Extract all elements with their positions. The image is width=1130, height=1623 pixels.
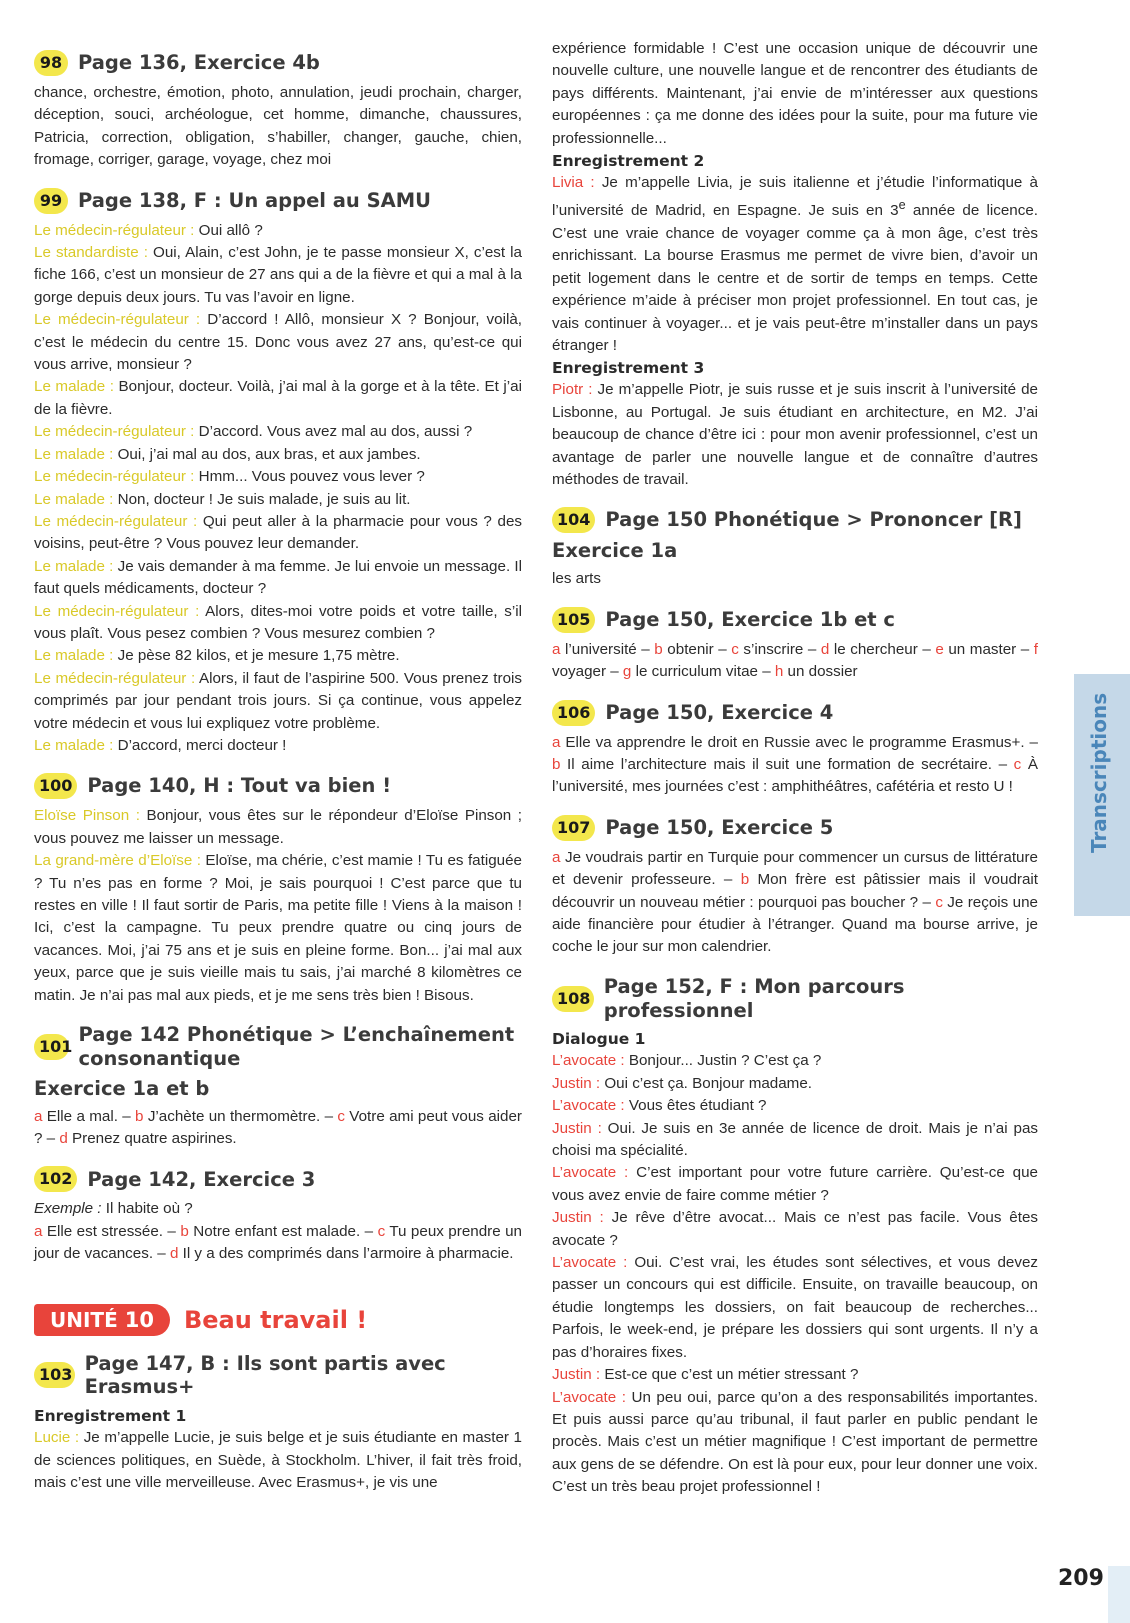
track-number-badge: 101 xyxy=(34,1034,69,1060)
unit-header xyxy=(34,1304,522,1336)
dialogue-line xyxy=(34,242,522,309)
line-text: Un peu oui, parce qu’on a des responsabilités importantes. Et puis aussi parce qu’au tribunal, il faut parler en public pendant le procès. Mais c’est un métier magnifique ! C’est important de permettre aux gens de se défendre. On est là pour eux, pour leur donner une voix. C’est un très beau projet professionnel ! xyxy=(552,1388,1038,1496)
item-letter: d xyxy=(820,640,830,658)
section-103-header xyxy=(34,1352,522,1400)
speaker-name: Eloïse Pinson : xyxy=(34,807,140,825)
item-letter: b xyxy=(180,1222,189,1240)
word-list: chance, orchestre, émotion, photo, annulation, jeudi prochain, charger, déception, souci, archéologue, cet homme, dimanche, chaussures, Patricia, correction, obligation, s’habiller, changer, gauche, chien, fromage, corriger, garage, voyage, chez moi xyxy=(34,84,522,169)
item-letter: c xyxy=(1013,756,1022,773)
unit-number: 10 xyxy=(124,1307,154,1332)
dialogue-label: Dialogue 1 xyxy=(552,1030,646,1049)
section-title: Page 150, Exercice 4 xyxy=(605,700,834,724)
dialogue-career xyxy=(552,1050,1038,1498)
section-99-header xyxy=(34,188,522,214)
section-title: Page 136, Exercice 4b xyxy=(78,51,320,75)
item-letter: b xyxy=(135,1107,144,1125)
section-107-header xyxy=(552,815,1038,841)
item-text: le chercheur – xyxy=(829,640,936,658)
item-letter: b xyxy=(654,640,663,658)
right-column xyxy=(552,38,1038,1499)
track-number-badge: 106 xyxy=(552,700,595,726)
speaker-name: La grand-mère d’Eloïse : xyxy=(34,852,201,870)
section-title: Page 140, H : Tout va bien ! xyxy=(87,774,392,798)
dialogue-line xyxy=(552,1095,1038,1117)
line-text: année de licence. C’est une vraie chance de voyager comme ça à mon âge, c’est très enrichissant. La bourse Erasmus me permet de vivre bien, d’avoir un petit logement dans le centre et de sortir de temps en temps. Cette expérience m’aide à préciser mon projet professionnel. En tout cas, je vais continuer à voyager... et je vais peut-être m’installer dans un pays étranger ! xyxy=(552,202,1038,354)
line-text: Je m’appelle Lucie, je suis belge et je suis étudiante en master 1 de sciences politiques, en Suède, à Stockholm. L’hiver, il fait très froid, mais c’est une ville merveilleuse. Avec Erasmus+, je vis une xyxy=(34,1429,523,1491)
dialogue-voicemail xyxy=(34,805,522,1007)
speaker-name: Le médecin-régulateur : xyxy=(34,669,196,687)
item-letter: e xyxy=(935,640,944,658)
line-text: Qui peut aller à la pharmacie pour vous ? des voisins, peut-être ? Vous pouvez leur demander. xyxy=(34,512,522,553)
line-text: C’est important pour votre future carrière. Qu’est-ce que vous avez envie de faire comme métier ? xyxy=(552,1164,1038,1204)
dialogue-line xyxy=(34,489,522,511)
line-text: Je vais demander à ma femme. Je lui envoie un message. Il faut quels médicaments, docteur ? xyxy=(34,557,522,598)
section-title: Page 147, B : Ils sont partis avec Erasmus+ xyxy=(84,1351,446,1399)
dialogue-line xyxy=(34,645,522,667)
speaker-name: L’avocate : xyxy=(552,1164,629,1182)
section-105-header xyxy=(552,607,1038,633)
track-number-badge: 98 xyxy=(34,50,68,76)
speaker-name: Le standardiste : xyxy=(34,244,148,262)
line-text: Est-ce que c’est un métier stressant ? xyxy=(600,1366,859,1384)
item-text: À l’université, mes journées c’est : amphithéâtres, cafétéria et resto U ! xyxy=(552,756,1038,796)
item-letter: b xyxy=(740,871,750,889)
speaker-name: L’avocate : xyxy=(552,1052,625,1070)
exercise-items xyxy=(552,639,1038,684)
item-text: un master – xyxy=(943,640,1034,658)
exercise-items xyxy=(552,732,1038,799)
speaker-name: Livia : xyxy=(552,174,595,192)
speaker-name: Le médecin-régulateur : xyxy=(34,602,200,620)
dialogue-line xyxy=(552,1118,1038,1163)
speaker-name: Le médecin-régulateur : xyxy=(34,311,201,329)
track-number-badge: 103 xyxy=(34,1362,75,1388)
item-text: le curriculum vitae – xyxy=(631,663,775,681)
speaker-name: Le malade : xyxy=(34,736,114,754)
line-text: Eloïse, ma chérie, c’est mamie ! Tu es fatiguée ? Tu n’es pas en forme ? Moi, je sais pourquoi ! C’est parce que tu restes en ville ! Il faut sortir de Paris, ma petite fille ! Viens à la maison ! Ici, c’est la campagne. Tu peux prendre quatre ou cinq jours de vacances. Moi, j’ai 75 ans et je suis en pleine forme. Bon... j’ai mal aux yeux, parce que je suis vieille mais tu sais, j’ai marché 8 kilomètres ce matin. Je n’ai pas mal aux pieds, et je me sens très bien ! Bisous. xyxy=(34,852,523,1004)
line-text: Je m’appelle Livia, je suis italienne et j’étudie l’informatique à l’université de Madrid, en Espagne. Je suis en 3 xyxy=(552,174,1038,220)
section-102-header xyxy=(34,1166,522,1192)
item-text: Tu peux prendre un jour de vacances. – xyxy=(34,1222,522,1263)
speaker-name: Piotr : xyxy=(552,381,593,399)
line-text: Je pèse 82 kilos, et je mesure 1,75 mètre. xyxy=(113,647,400,665)
dialogue-line xyxy=(34,444,522,466)
dialogue-samu xyxy=(34,220,522,758)
item-text: Je reçois une aide financière pour étudier à l’étranger. Quand ma bourse arrive, je coche le jour sur mon calendrier. xyxy=(552,893,1038,956)
item-letter: f xyxy=(1033,640,1038,658)
item-text: Votre ami peut vous aider ? – xyxy=(34,1107,522,1147)
track-number-badge: 108 xyxy=(552,986,594,1012)
item-letter: c xyxy=(377,1222,386,1240)
section-104-header xyxy=(552,507,1038,533)
example-label: Exemple : xyxy=(34,1200,102,1218)
section-title: Page 150, Exercice 5 xyxy=(605,815,834,839)
line-text: Alors, dites-moi votre poids et votre taille, s’il vous plaît. Vous pesez combien ? Vous mesurez combien ? xyxy=(34,602,523,642)
item-letter: a xyxy=(552,848,561,866)
dialogue-line xyxy=(34,511,522,556)
speaker-name: Justin : xyxy=(552,1119,602,1137)
example-line xyxy=(34,1198,522,1220)
dialogue-line xyxy=(552,1162,1038,1207)
line-text: Bonjour, vous êtes sur le répondeur d’Eloïse Pinson ; vous pouvez me laisser un message. xyxy=(34,807,522,847)
item-text: Il aime l’architecture mais il suit une formation de secrétaire. – xyxy=(560,756,1014,773)
line-text: D’accord ! Allô, monsieur X ? Bonjour, voilà, c’est le médecin du centre 15. Donc vous avez 27 ans, qu’est-ce qui vous arrive, monsieur ? xyxy=(34,311,522,374)
speaker-name: Justin : xyxy=(552,1366,601,1384)
line-text: Je rêve d’être avocat... Mais ce n’est pas facile. Vous êtes avocate ? xyxy=(552,1209,1038,1249)
dialogue-line xyxy=(552,1207,1038,1252)
section-title: Page 150 Phonétique > Prononcer [R] xyxy=(605,508,1022,532)
speaker-name: Le médecin-régulateur : xyxy=(34,512,198,530)
dialogue-line xyxy=(34,805,522,850)
dialogue-line xyxy=(552,1364,1038,1386)
item-letter: a xyxy=(34,1222,43,1240)
track-number-badge: 102 xyxy=(34,1166,77,1192)
line-text: Bonjour... Justin ? C’est ça ? xyxy=(624,1052,822,1070)
item-text: Notre enfant est malade. – xyxy=(188,1222,378,1240)
speaker-name: Le malade : xyxy=(34,490,114,508)
track-number-badge: 100 xyxy=(34,773,77,799)
track-number-badge: 107 xyxy=(552,815,595,841)
item-text: Il y a des comprimés dans l’armoire à pharmacie. xyxy=(178,1245,514,1263)
dialogue-line xyxy=(34,601,522,646)
section-106-header xyxy=(552,700,1038,726)
speaker-name: Le malade : xyxy=(34,445,114,463)
section-100-header xyxy=(34,773,522,799)
item-text: Elle va apprendre le droit en Russie avec le programme Erasmus+. – xyxy=(560,733,1038,751)
left-column xyxy=(34,38,522,1494)
recording-text-continued: expérience formidable ! C’est une occasion unique de découvrir une nouvelle culture, une nouvelle langue et de rencontrer des étudiants de pays différents. Maintenant, j’ai envie de m’intéresser aux questions européennes : ça me donne des idées pour la suite, pour ma future vie professionnelle... xyxy=(552,40,1038,147)
speaker-name: Le malade : xyxy=(34,647,114,665)
speaker-name: L’avocate : xyxy=(552,1254,628,1272)
recording-label: Enregistrement 3 xyxy=(552,359,705,378)
item-text: Prenez quatre aspirines. xyxy=(67,1130,237,1147)
exercise-text: les arts xyxy=(552,570,601,588)
line-text: Oui, j’ai mal au dos, aux bras, et aux jambes. xyxy=(113,445,421,463)
line-text: Vous êtes étudiant ? xyxy=(624,1097,767,1115)
speaker-name: L’avocate : xyxy=(552,1097,625,1115)
item-text: un dossier xyxy=(783,663,858,681)
item-text: voyager – xyxy=(552,663,623,681)
item-text: Mon frère est pâtissier mais il voudrait découvrir un nouveau métier : pourquoi pas boucher ? – xyxy=(552,871,1038,911)
line-text: Hmm... Vous pouvez vous lever ? xyxy=(194,468,425,486)
item-text: Je voudrais partir en Turquie pour commencer un cursus de littérature et devenir professeure. – xyxy=(552,848,1038,889)
recording-text xyxy=(552,172,1038,357)
example-text: Il habite où ? xyxy=(101,1200,193,1218)
recording-label: Enregistrement 1 xyxy=(34,1407,187,1426)
speaker-name: Le médecin-régulateur : xyxy=(34,468,195,486)
page-number: 209 xyxy=(1058,1566,1104,1591)
item-letter: c xyxy=(935,893,943,911)
track-number-badge: 105 xyxy=(552,607,595,633)
exercise-subtitle: Exercice 1a et b xyxy=(34,1076,210,1100)
section-title: Page 138, F : Un appel au SAMU xyxy=(78,188,431,212)
dialogue-line xyxy=(34,220,522,242)
line-text: D’accord. Vous avez mal au dos, aussi ? xyxy=(194,423,473,441)
dialogue-line xyxy=(34,735,522,757)
item-letter: a xyxy=(34,1107,43,1125)
dialogue-line xyxy=(34,556,522,601)
speaker-name: Justin : xyxy=(552,1074,601,1092)
dialogue-line xyxy=(552,1073,1038,1095)
item-letter: c xyxy=(731,640,739,658)
line-text: Oui allô ? xyxy=(194,221,263,239)
item-text: Elle est stressée. – xyxy=(42,1222,181,1240)
line-text: Non, docteur ! Je suis malade, je suis au lit. xyxy=(113,490,411,508)
speaker-name: Le médecin-régulateur : xyxy=(34,221,195,239)
dialogue-line xyxy=(552,1252,1038,1364)
section-title: Page 150, Exercice 1b et c xyxy=(605,607,895,631)
recording-label: Enregistrement 2 xyxy=(552,152,705,171)
line-text: Bonjour, docteur. Voilà, j’ai mal à la gorge et à la tête. Et j’ai de la fièvre. xyxy=(34,378,522,418)
unit-badge xyxy=(34,1304,170,1336)
section-title: Page 142, Exercice 3 xyxy=(87,1167,316,1191)
item-text: obtenir – xyxy=(662,640,732,658)
line-text: Oui, Alain, c’est John, je te passe monsieur X, c’est la fiche 166, c’est un monsieur de 27 ans qui a de la fièvre et qui a mal à la gorge depuis deux jours. Tu vas l’avoir en ligne. xyxy=(34,244,522,306)
dialogue-line xyxy=(34,309,522,376)
item-text: s’inscrire – xyxy=(738,640,821,658)
section-108-header xyxy=(552,975,1038,1023)
item-letter: c xyxy=(337,1107,345,1125)
exercise-items xyxy=(552,847,1038,959)
line-text: Oui. C’est vrai, les études sont sélectives, et vous devez passer un concours qui est difficile. Ensuite, on travaille beaucoup, on étudie longtemps les dossiers, on fait beaucoup de recherches... Parfois, le week-end, je prépare les dossiers qui sont urgents. Il n’y a pas d’horaires fixes. xyxy=(552,1254,1038,1361)
item-letter: a xyxy=(552,640,561,658)
line-text: Alors, il faut de l’aspirine 500. Vous prenez trois comprimés par jour pendant trois jours. Si ça continue, vous appelez votre médecin et vous lui expliquez votre problème. xyxy=(34,669,522,732)
section-98-header xyxy=(34,50,522,76)
line-text: Oui c’est ça. Bonjour madame. xyxy=(600,1074,813,1092)
recording-text xyxy=(34,1427,522,1494)
item-letter: a xyxy=(552,733,561,751)
speaker-name: Le médecin-régulateur : xyxy=(34,423,195,441)
line-text: Oui. Je suis en 3e année de licence de droit. Mais je n’ai pas choisi ma spécialité. xyxy=(552,1119,1038,1160)
unit-label: UNITÉ xyxy=(50,1307,118,1332)
dialogue-line xyxy=(34,466,522,488)
speaker-name: Lucie : xyxy=(34,1429,80,1447)
line-text: Je m’appelle Piotr, je suis russe et je suis inscrit à l’université de Lisbonne, au Portugal. Je suis étudiant en architecture, en M2. J’ai beaucoup de chance d’être ici : pour mon avenir professionnel, c’est un avantage de parler une nouvelle langue et de connaître d’autres méthodes de travail. xyxy=(552,381,1038,488)
recording-text xyxy=(552,379,1038,491)
exercise-items xyxy=(34,1106,522,1151)
section-title: Page 152, F : Mon parcours professionnel xyxy=(603,974,905,1022)
item-text: Elle a mal. – xyxy=(42,1107,136,1125)
dialogue-line xyxy=(34,376,522,421)
speaker-name: L’avocate : xyxy=(552,1388,626,1406)
exercise-subtitle: Exercice 1a xyxy=(552,539,678,563)
item-letter: d xyxy=(169,1245,179,1263)
item-letter: d xyxy=(59,1130,68,1147)
item-letter: b xyxy=(552,756,561,773)
superscript: e xyxy=(898,198,906,213)
speaker-name: Justin : xyxy=(552,1209,604,1227)
dialogue-line xyxy=(34,421,522,443)
exercise-items xyxy=(34,1221,522,1266)
item-letter: g xyxy=(622,663,632,681)
unit-title: Beau travail ! xyxy=(183,1305,368,1334)
item-letter: h xyxy=(774,663,784,681)
dialogue-line xyxy=(552,1050,1038,1072)
item-text: J’achète un thermomètre. – xyxy=(143,1107,338,1125)
line-text: D’accord, merci docteur ! xyxy=(113,736,287,754)
dialogue-line xyxy=(552,1387,1038,1499)
section-title: Page 142 Phonétique > L’enchaînement consonantique xyxy=(78,1023,515,1070)
item-text: l’université – xyxy=(560,640,655,658)
dialogue-line xyxy=(34,668,522,735)
speaker-name: Le malade : xyxy=(34,378,114,396)
dialogue-line xyxy=(34,850,522,1007)
section-101-header xyxy=(34,1023,522,1071)
speaker-name: Le malade : xyxy=(34,557,114,575)
side-tab-label: Transcriptions xyxy=(1087,692,1111,853)
corner-decoration xyxy=(1108,1566,1130,1623)
track-number-badge: 99 xyxy=(34,188,68,214)
track-number-badge: 104 xyxy=(552,507,595,533)
